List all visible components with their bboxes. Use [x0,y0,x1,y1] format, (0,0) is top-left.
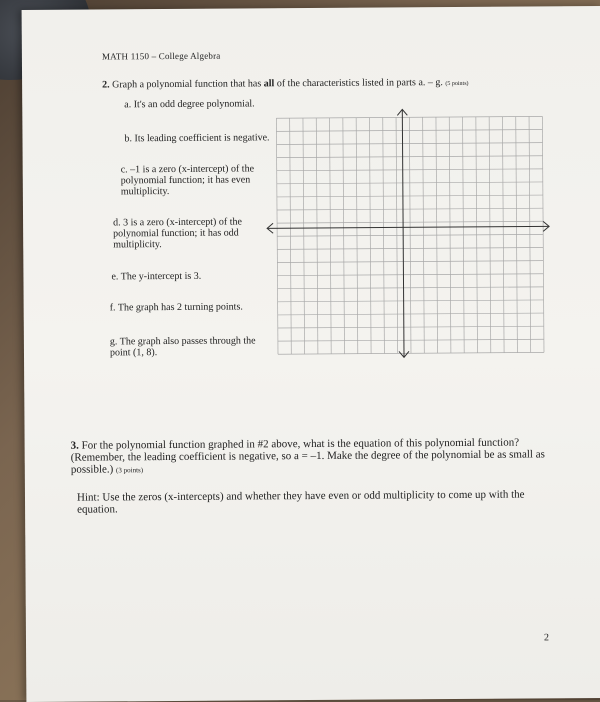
question-3-points: (3 points) [116,466,144,475]
question-2-number: 2. [102,79,110,91]
item-d-letter: d. [113,217,121,229]
question-3 [71,436,551,476]
question-3-text: For the polynomial function graphed in #2 above, what is the equation of this polynomial function? (Remember, the leading coefficient is negative, so a = –1. Make the degree of the polynomial be as small as possible.) [70,436,545,476]
question-2-points: (5 points) [445,80,469,88]
item-f-text: The graph has 2 turning points. [117,301,243,314]
item-e-letter: e. [111,271,119,283]
item-a-letter: a. [124,99,132,111]
item-f [110,301,280,313]
item-b-text: Its leading coefficient is negative. [134,132,270,145]
question-2-text-b: of the characteristics listed in parts a. – g. [276,77,443,90]
item-g [110,335,270,358]
question-2-bold: all [263,78,275,90]
question-3-number: 3. [70,439,79,452]
worksheet-page [22,6,600,702]
page-number: 2 [543,632,550,644]
item-g-text: The graph also passes through the point (1, 8). [109,335,256,359]
course-header: MATH 1150 – College Algebra [101,50,221,62]
item-e [111,270,281,282]
y-axis [402,109,404,357]
item-e-text: The y-intercept is 3. [120,270,202,283]
question-2-text-a: Graph a polynomial function that has [112,78,262,91]
item-c [121,163,269,197]
item-f-letter: f. [109,302,116,314]
item-c-text: –1 is a zero (x-intercept) of the polynomial function; it has even multiplicity. [120,163,255,198]
grid-lines [276,116,544,354]
item-a-text: It's an odd degree polynomial. [133,98,255,111]
coordinate-grid [262,102,554,360]
x-axis [267,226,549,228]
item-c-letter: c. [120,164,128,176]
hint-text: Hint: Use the zeros (x-intercepts) and whether they have even or odd multiplicity to come up with the equation. [76,488,525,516]
question-2 [102,76,582,90]
item-g-letter: g. [109,336,118,348]
item-d [113,216,261,250]
item-b-letter: b. [124,133,133,145]
item-d-text: 3 is a zero (x-intercept) of the polynomial function; it has odd multiplicity. [113,216,242,251]
